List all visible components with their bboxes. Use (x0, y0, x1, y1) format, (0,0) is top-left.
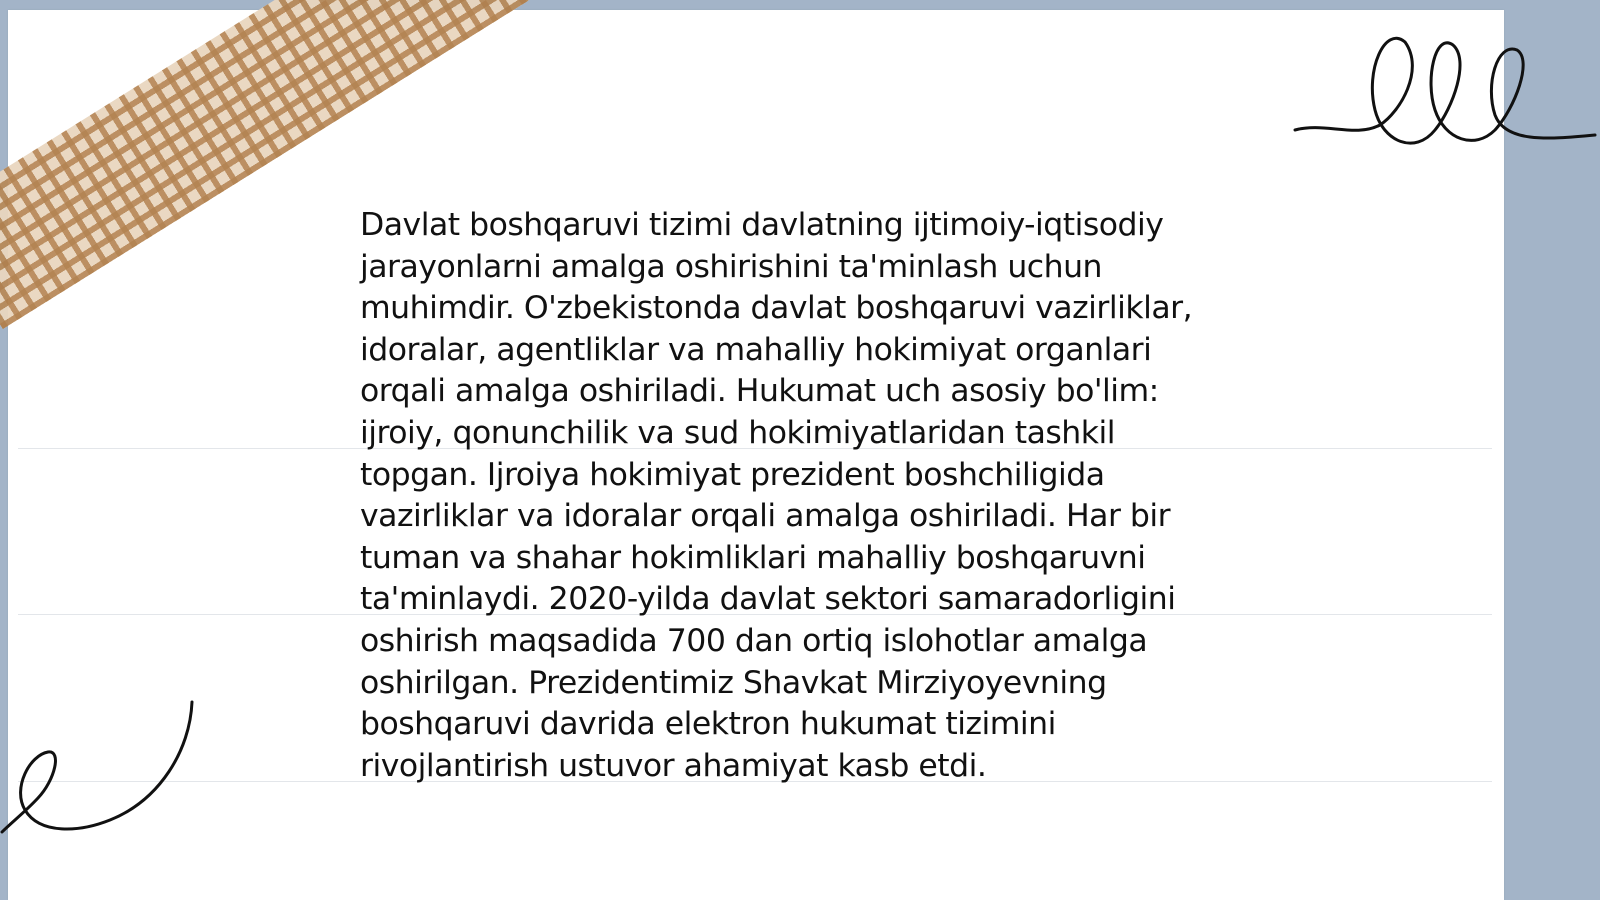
slide-body-text: Davlat boshqaruvi tizimi davlatning ijtimoiy-iqtisodiy jarayonlarni amalga oshirishini ta'minlash uchun muhimdir. O'zbekistonda davlat boshqaruvi vazirliklar, idoralar, agentliklar va mahalliy hokimiyat organlari orqali amalga oshiriladi. Hukumat uch asosiy bo'lim: ijroiy, qonunchilik va sud hokimiyatlaridan tashkil topgan. Ijroiya hokimiyat prezident boshchiligida vazirliklar va idoralar orqali amalga oshiriladi. Har bir tuman va shahar hokimliklari mahalliy boshqaruvni ta'minlaydi. 2020-yilda davlat sektori samaradorligini oshirish maqsadida 700 dan ortiq islohotlar amalga oshirilgan. Prezidentimiz Shavkat Mirziyoyevning boshqaruvi davrida elektron hukumat tizimini rivojlantirish ustuvor ahamiyat kasb etdi. (360, 207, 1193, 784)
